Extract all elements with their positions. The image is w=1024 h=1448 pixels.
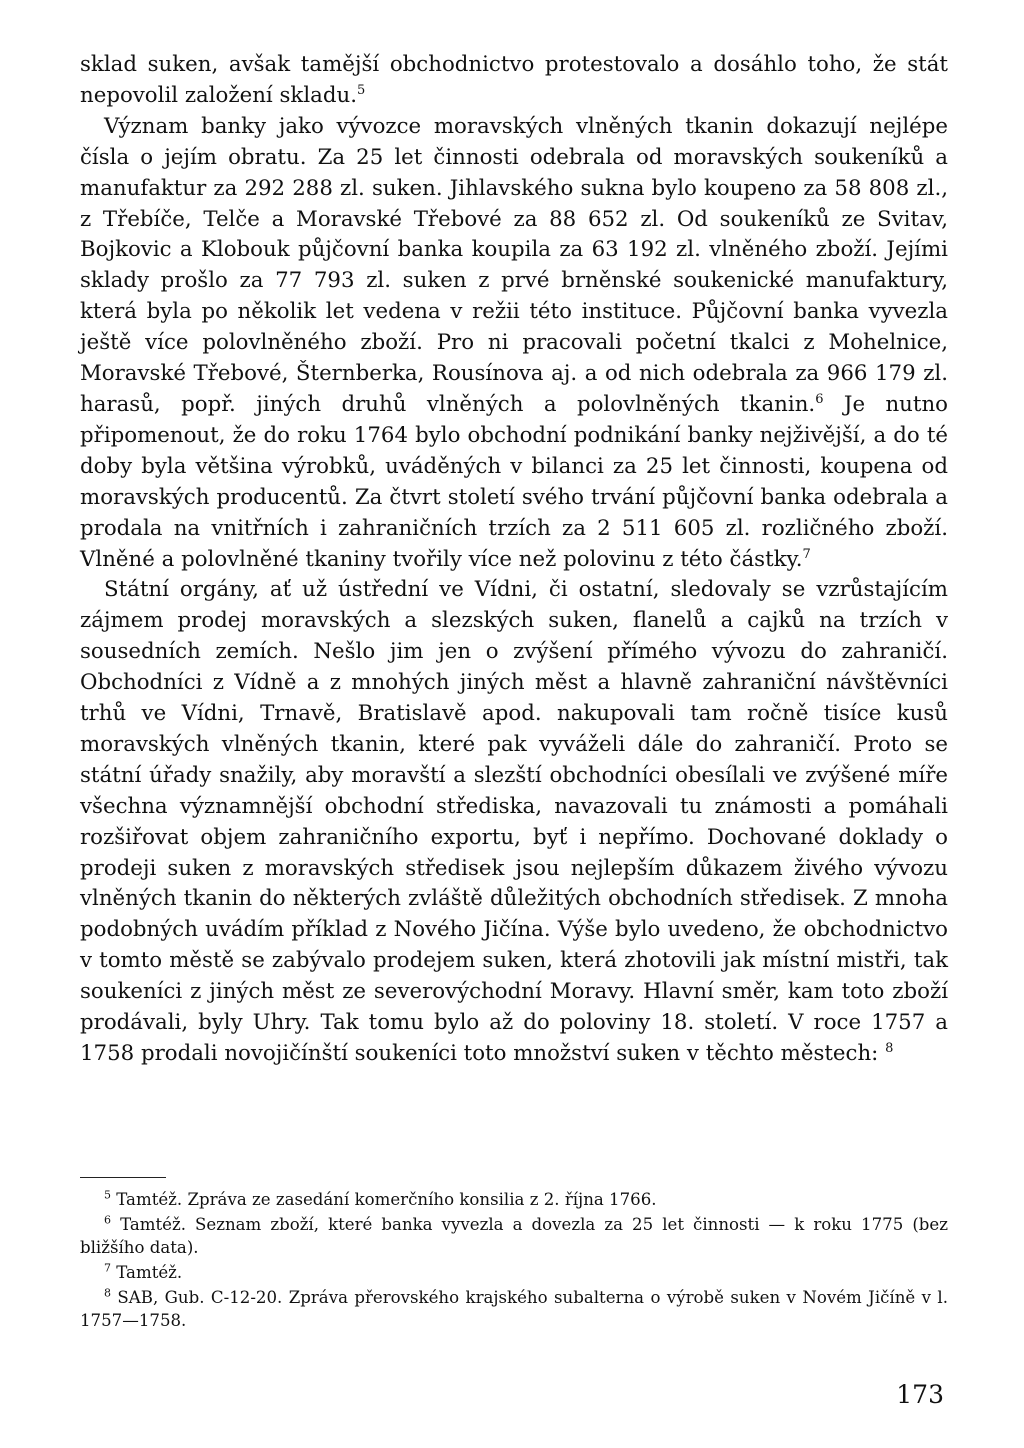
footnote (80, 1286, 948, 1332)
footnote-text: SAB, Gub. C-12-20. Zpráva přerovského krajského subalterna o výrobě suken v Novém Jičíně v l. 1757—1758. (80, 1288, 949, 1330)
footnote (80, 1213, 948, 1259)
footnote-text: Tamtéž. Zpráva ze zasedání komerčního konsilia z 2. října 1766. (116, 1190, 657, 1209)
text-run: Je nutno připomenout, že do roku 1764 bylo obchodní podnikání banky nejživější, a do té doby byla většina výrobků, uváděných v bilanci za 25 let činnosti, koupena od moravských producentů. Za čtvrt století svého trvání půjčovní banka odebrala a prodala na vnitřních i zahraničních trzích za 2 511 605 zl. rozličného zboží. Vlněné a polovlněné tkaniny tvořily více než polovinu z této částky. (80, 391, 948, 572)
footnote-separator (80, 1177, 166, 1178)
footnote-number: 6 (104, 1213, 111, 1227)
footnote-reference: 6 (815, 391, 824, 407)
page-number: 173 (896, 1380, 944, 1409)
footnote-number: 7 (104, 1261, 111, 1275)
footnote-reference: 5 (356, 82, 366, 98)
paragraph (80, 112, 948, 576)
footnote (80, 1261, 948, 1284)
footnote-reference: 8 (885, 1040, 894, 1056)
paragraph (80, 50, 948, 112)
text-run: sklad suken, avšak tamější obchodnictvo protestovalo a dosáhlo toho, že stát nepovolil založení skladu. (80, 52, 948, 108)
paragraph (80, 575, 948, 1070)
footnote-number: 5 (104, 1188, 111, 1202)
text-run: Význam banky jako vývozce moravských vlněných tkanin dokazují nejlépe čísla o jejím obratu. Za 25 let činnosti odebrala od moravských soukeníků a manufaktur za 292 288 zl. suken. Jihlavského sukna bylo koupeno za 58 808 zl., z Třebíče, Telče a Moravské Třebové za 88 652 zl. Od soukeníků ze Svitav, Bojkovic a Klobouk půjčovní banka koupila za 63 192 zl. vlněného zboží. Jejími sklady prošlo za 77 793 zl. suken z prvé brněnské soukenické manufaktury, která byla po několik let vedena v režii této instituce. Půjčovní banka vyvezla ještě více polovlněného zboží. Pro ni pracovali početní tkalci z Mohelnice, Moravské Třebové, Šternberka, Rousínova aj. a od nich odebrala za 966 179 zl. harasů, popř. jiných druhů vlněných a polovlněných tkanin. (80, 113, 948, 417)
footnote-reference: 7 (802, 546, 811, 562)
footnotes (80, 1188, 948, 1334)
footnote-number: 8 (104, 1286, 111, 1300)
text-run: Státní orgány, ať už ústřední ve Vídni, či ostatní, sledovaly se vzrůstajícím zájmem prodej moravských a slezských suken, flanelů a cajků na trzích v sousedních zemích. Nešlo jim jen o zvýšení přímého vývozu do zahraničí. Obchodníci z Vídně a z mnohých jiných měst a hlavně zahraniční návštěvníci trhů ve Vídni, Trnavě, Bratislavě apod. nakupovali tam ročně tisíce kusů moravských vlněných tkanin, které pak vyváželi dále do zahraničí. Proto se státní úřady snažily, aby moravští a slezští obchodníci obesílali ve zvýšené míře všechna významnější obchodní střediska, navazovali tu známosti a pomáhali rozšiřovat objem zahraničního exportu, byť i nepřímo. Dochované doklady o prodeji suken z moravských středisek jsou nejlepším důkazem živého vývozu vlněných tkanin do některých zvláště důležitých obchodních středisek. Z mnoha podobných uvádím příklad z Nového Jičína. Výše bylo uvedeno, že obchodnictvo v tomto městě se zabývalo prodejem suken, která zhotovili jak místní mistři, tak soukeníci z jiných měst ze severovýchodní Moravy. Hlavní směr, kam toto zboží prodávali, byly Uhry. Tak tomu bylo až do poloviny 18. století. V roce 1757 a 1758 prodali novojičínští soukeníci toto množství suken v těchto městech: (80, 577, 948, 1066)
footnote-text: Tamtéž. Seznam zboží, které banka vyvezla a dovezla za 25 let činnosti — k roku 1775 (bez bližšího data). (80, 1215, 948, 1257)
body-text (80, 50, 948, 1070)
footnote (80, 1188, 948, 1211)
footnote-text: Tamtéž. (116, 1263, 183, 1282)
